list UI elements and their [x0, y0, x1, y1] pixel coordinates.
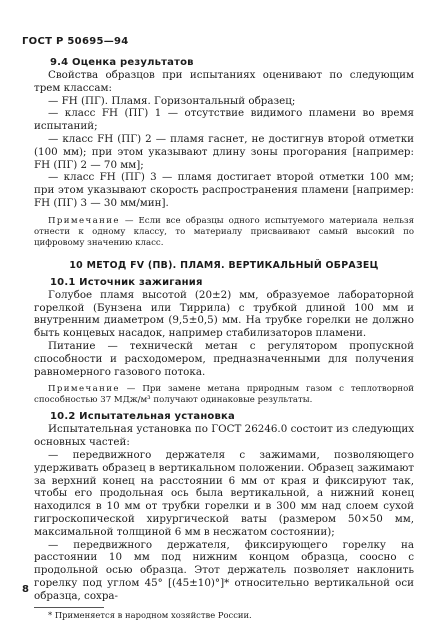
running-header: ГОСТ Р 50695—94 [22, 36, 129, 47]
section-10-2-paragraph: — передвижного держателя с зажимами, позволяющего удерживать образец в вертикальном положении. Образец зажимают за верхний конец на расстоянии 6 мм от края и фиксируют так, чтобы его продольная ось была вертикальной, а нижний конец находился в 10 мм от трубки горелки и в 300 мм над слоем сухой гигроскопической хирургической ваты (размером 50×50 мм, максимальной толщиной 6 мм в несжатом состоянии); [34, 448, 414, 538]
section-9-4-intro: Свойства образцов при испытаниях оценивают по следующим трем классам: [34, 69, 414, 94]
note-text: — Если все образцы одного испытуемого материала нельзя отнести к одному классу, то материалу присваивают самый высокий по цифровому значению класс. [34, 215, 414, 248]
section-9-4-heading: 9.4 Оценка результатов [50, 57, 194, 68]
note-label: Примечание [48, 215, 120, 226]
note-text: — При замене метана природным газом с теплотворной способностью 37 МДж/м³ получают одинаковые результаты. [34, 384, 414, 406]
class-list-item: — класс FH (ПГ) 3 — пламя достигает второй отметки 100 мм; при этом указывают скорость распространения пламени [например: FH (ПГ) 3 — 30 мм/мин]. [34, 171, 414, 209]
note-10-1 [34, 384, 414, 406]
section-10-2-heading: 10.2 Испытательная установка [50, 411, 235, 423]
section-10-heading: 10 МЕТОД FV (ПВ). ПЛАМЯ. ВЕРТИКАЛЬНЫЙ ОБРАЗЕЦ [69, 259, 379, 271]
class-list-item: — класс FH (ПГ) 2 — пламя гаснет, не достигнув второй отметки (100 мм); при этом указывают длину зоны прогорания [например: FH (ПГ) 2 — 70 мм]; [34, 132, 414, 171]
footnote: * Применяется в народном хозяйстве России. [48, 609, 252, 620]
section-10-1-paragraph: Голубое пламя высотой (20±2) мм, образуемое лабораторной горелкой (Бунзена или Тиррила) с трубкой длиной 100 мм и внутренним диаметром (9,5±0,5) мм. На трубке горелки не должно быть концевых насадок, например стабилизаторов пламени. [34, 288, 414, 340]
section-10-2-paragraph: — передвижного держателя, фиксирующего горелку на расстоянии 10 мм под нижним концом образца, соосно с продольной осью образца. Этот держатель позволяет наклонить горелку под углом 45° [(45±10)°]* относительно вертикальной оси образца, сохра- [34, 538, 414, 602]
page-content [34, 56, 414, 621]
section-10-2-paragraph: Испытательная установка по ГОСТ 26246.0 состоит из следующих основных частей: [34, 423, 414, 449]
class-list-item: — FH (ПГ). Пламя. Горизонтальный образец; [48, 94, 296, 107]
class-list-item: — класс FH (ПГ) 1 — отсутствие видимого пламени во время испытаний; [34, 107, 414, 133]
page-number: 8 [22, 584, 29, 595]
section-10-1-heading: 10.1 Источник зажигания [50, 276, 203, 288]
section-10-1-paragraph: Питание — техническй метан с регулятором пропускной способности и расходомером, предназначенными для получения равномерного газового потока. [34, 339, 414, 378]
footnote-divider [34, 607, 104, 608]
note-9-4 [34, 216, 414, 249]
note-label: Примечание [48, 384, 120, 395]
